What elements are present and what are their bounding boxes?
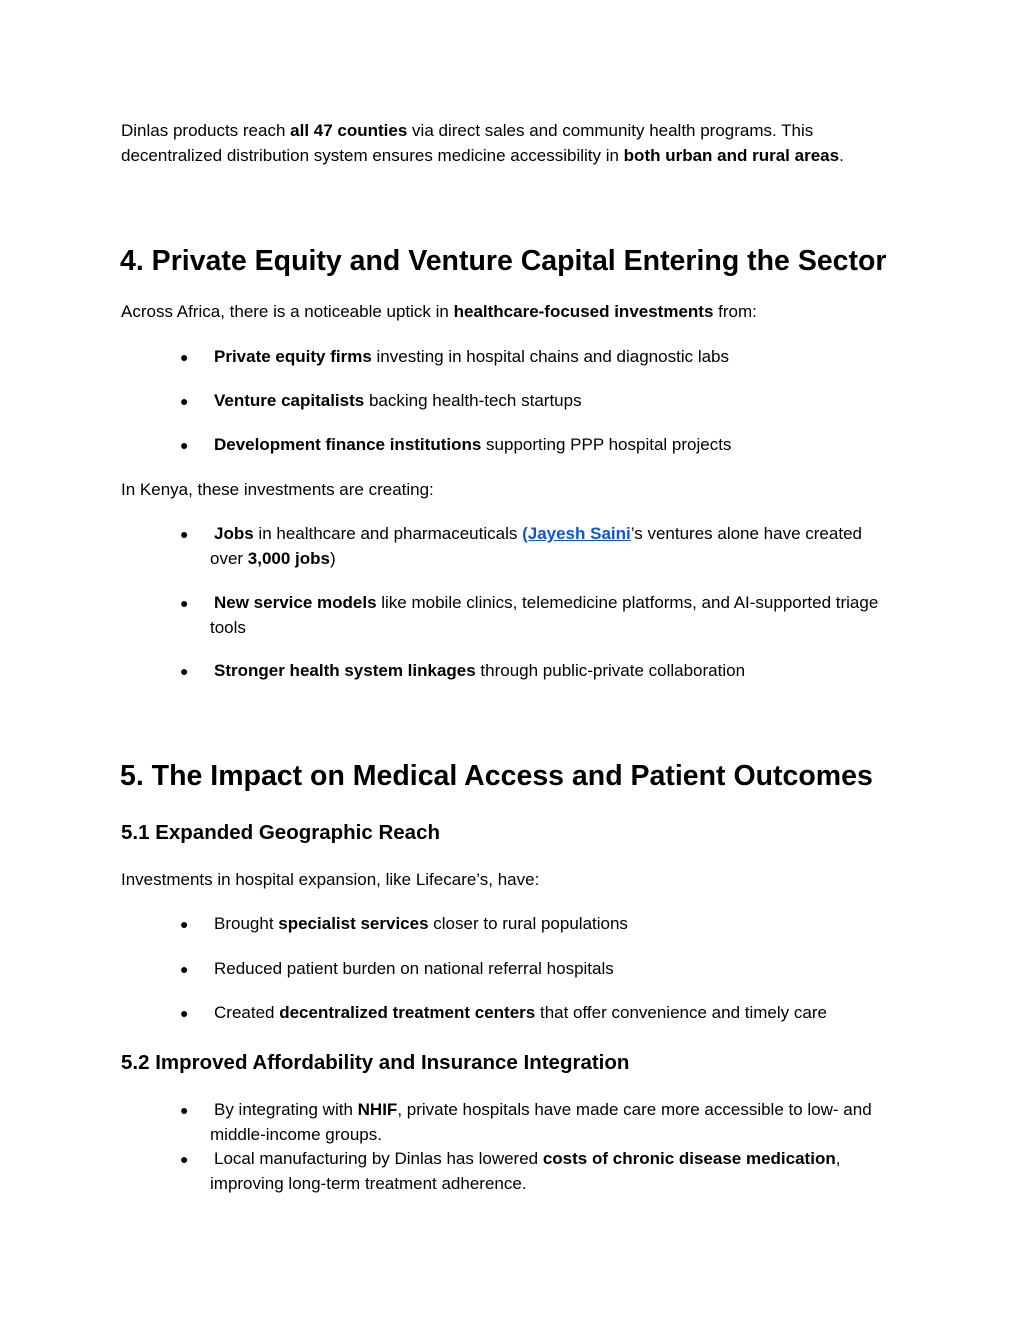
list-item bbox=[180, 659, 895, 684]
bold-text: Private equity firms bbox=[214, 347, 372, 366]
bold-text: Stronger health system linkages bbox=[214, 661, 476, 680]
text: via direct sales and community health programs. This decentralized distribution system ensures medicine accessibility in bbox=[121, 121, 814, 165]
text: ) bbox=[330, 548, 336, 568]
bold-text: specialist services bbox=[278, 914, 429, 933]
list-item-text bbox=[210, 1147, 895, 1196]
list-item-text bbox=[210, 591, 895, 640]
bullet-icon: ● bbox=[180, 349, 189, 365]
list-item bbox=[180, 433, 895, 458]
list-item bbox=[180, 389, 895, 414]
bold-text: costs of chronic disease medication bbox=[542, 1149, 836, 1168]
section-4-heading bbox=[120, 244, 887, 278]
heading-text: 5. The Impact on Medical Access and Patient Outcomes bbox=[120, 760, 873, 792]
text: investing in hospital chains and diagnostic labs bbox=[371, 347, 730, 366]
bold-text: Venture capitalists bbox=[214, 391, 365, 410]
list-item bbox=[180, 912, 895, 937]
bold-text: healthcare-focused investments bbox=[453, 302, 714, 321]
bullet-icon: ● bbox=[180, 916, 189, 932]
list-item-text bbox=[210, 345, 895, 370]
list-item-text bbox=[210, 1001, 895, 1026]
section-4-intro bbox=[121, 300, 911, 325]
text: that offer convenience and timely care bbox=[535, 1003, 827, 1022]
bold-text: decentralized treatment centers bbox=[279, 1003, 536, 1022]
kenya-intro: In Kenya, these investments are creating: bbox=[121, 480, 434, 499]
bullet-icon: ● bbox=[180, 393, 189, 409]
list-item-text bbox=[210, 389, 895, 414]
text: from: bbox=[713, 302, 757, 321]
list-item bbox=[180, 1098, 895, 1147]
bold-text: 3,000 jobs bbox=[247, 548, 331, 568]
list-item-text bbox=[210, 433, 895, 458]
list-item bbox=[180, 591, 895, 640]
list-item bbox=[180, 345, 895, 370]
list-item-jobs bbox=[180, 522, 895, 571]
bold-text: Jobs bbox=[214, 524, 254, 543]
list-item-text bbox=[210, 1098, 895, 1147]
text: Local manufacturing by Dinlas has lowered bbox=[214, 1149, 543, 1168]
bullet-icon: ● bbox=[180, 437, 189, 453]
list-item-text: Reduced patient burden on national referral hospitals bbox=[214, 959, 614, 978]
bold-text: both urban and rural areas bbox=[623, 145, 840, 165]
jayesh-saini-link[interactable]: (Jayesh Saini bbox=[522, 524, 631, 543]
list-item-text bbox=[210, 522, 895, 571]
text: By integrating with bbox=[214, 1100, 358, 1119]
bold-text: NHIF bbox=[357, 1100, 398, 1119]
bold-text: all 47 counties bbox=[290, 121, 408, 140]
text: supporting PPP hospital projects bbox=[481, 435, 732, 454]
text: . bbox=[839, 145, 844, 165]
text: through public-private collaboration bbox=[475, 661, 746, 680]
text: backing health-tech startups bbox=[364, 391, 582, 410]
bullet-icon: ● bbox=[180, 595, 189, 611]
list-item bbox=[180, 1147, 895, 1196]
list-item-text bbox=[210, 912, 895, 937]
text: Brought bbox=[214, 914, 279, 933]
section-5-heading bbox=[120, 759, 873, 793]
text: Across Africa, there is a noticeable uptick in bbox=[121, 302, 454, 321]
text: like mobile clinics, telemedicine platforms, and AI-supported triage tools bbox=[210, 593, 879, 637]
text: closer to rural populations bbox=[428, 914, 628, 933]
text: ’s ventures alone have created over bbox=[210, 524, 862, 568]
bullet-icon: ● bbox=[180, 1102, 189, 1118]
subsection-5-1-intro: Investments in hospital expansion, like Lifecare’s, have: bbox=[121, 870, 540, 889]
subsection-5-1-heading: 5.1 Expanded Geographic Reach bbox=[121, 821, 440, 844]
bullet-icon: ● bbox=[180, 1005, 189, 1021]
list-item bbox=[180, 957, 895, 982]
bullet-icon: ● bbox=[180, 526, 189, 542]
dinlas-distribution-paragraph bbox=[121, 119, 911, 168]
bold-text: Development finance institutions bbox=[214, 435, 482, 454]
text: in healthcare and pharmaceuticals bbox=[253, 524, 523, 543]
bullet-icon: ● bbox=[180, 1151, 189, 1167]
bullet-icon: ● bbox=[180, 663, 189, 679]
list-item bbox=[180, 1001, 895, 1026]
list-item-text bbox=[210, 659, 895, 684]
text: Dinlas products reach bbox=[121, 121, 291, 140]
text: Created bbox=[214, 1003, 280, 1022]
subsection-5-2-heading: 5.2 Improved Affordability and Insurance Integration bbox=[121, 1051, 630, 1074]
text: , private hospitals have made care more accessible to low- and middle-income groups. bbox=[210, 1100, 872, 1144]
bullet-icon: ● bbox=[180, 961, 189, 977]
text: , improving long-term treatment adherence. bbox=[210, 1149, 841, 1193]
bold-text: New service models bbox=[214, 593, 377, 612]
heading-text: 4. Private Equity and Venture Capital Entering the Sector bbox=[120, 245, 887, 277]
